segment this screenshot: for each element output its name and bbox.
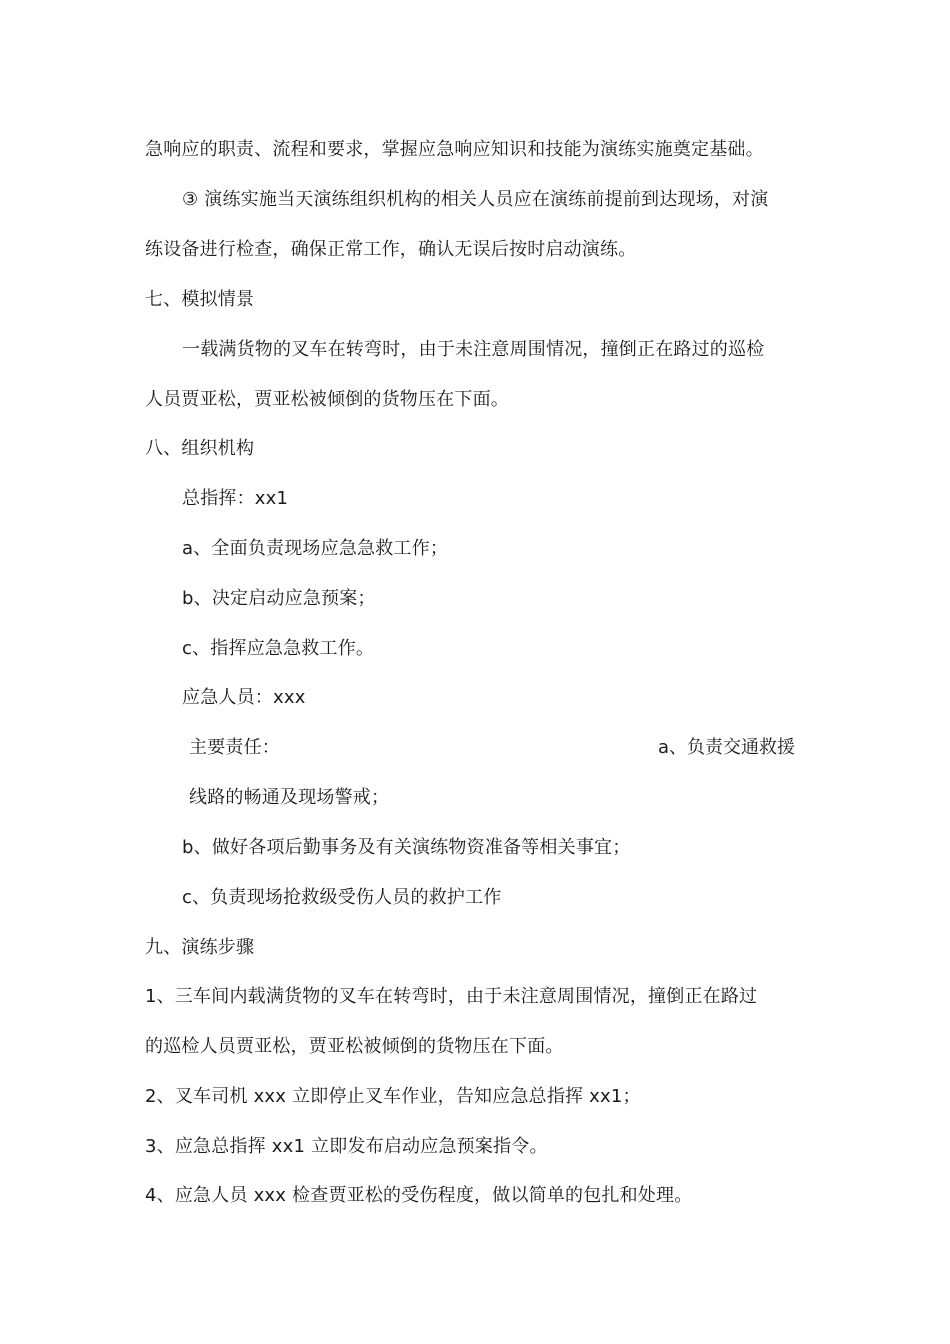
step-1-cont: 的巡检人员贾亚松，贾亚松被倾倒的货物压在下面。: [145, 1036, 564, 1057]
step-1: 1、三车间内载满货物的叉车在转弯时，由于未注意周围情况，撞倒正在路过: [145, 986, 758, 1007]
section-heading-organization: 八、组织机构: [145, 438, 255, 459]
paragraph-scenario-cont: 人员贾亚松，贾亚松被倾倒的货物压在下面。: [145, 389, 509, 410]
staff-duty-b: b、做好各项后勤事务及有关演练物资准备等相关事宜；: [182, 837, 631, 858]
commander-duty-c: c、指挥应急急救工作。: [182, 638, 375, 659]
commander-duty-b: b、决定启动应急预案；: [182, 588, 376, 609]
emergency-staff-line: 应急人员：xxx: [182, 687, 306, 708]
paragraph-drill-day-cont: 练设备进行检查，确保正常工作，确认无误后按时启动演练。: [145, 239, 637, 260]
staff-duty-a: a、负责交通救援: [658, 737, 796, 758]
commander-duty-a: a、全面负责现场应急急救工作；: [182, 538, 449, 559]
main-duty-label: 主要责任：: [189, 737, 280, 758]
paragraph-drill-day: ③ 演练实施当天演练组织机构的相关人员应在演练前提前到达现场，对演: [182, 189, 769, 210]
step-3: 3、应急总指挥 xx1 立即发布启动应急预案指令。: [145, 1136, 548, 1157]
section-heading-steps: 九、演练步骤: [145, 937, 255, 958]
step-4: 4、应急人员 xxx 检查贾亚松的受伤程度，做以简单的包扎和处理。: [145, 1185, 693, 1206]
commander-line: 总指挥：xx1: [182, 488, 289, 509]
step-2: 2、叉车司机 xxx 立即停止叉车作业，告知应急总指挥 xx1；: [145, 1086, 641, 1107]
paragraph-scenario: 一载满货物的叉车在转弯时，由于未注意周围情况，撞倒正在路过的巡检: [182, 339, 765, 360]
paragraph-prep-end: 急响应的职责、流程和要求，掌握应急响应知识和技能为演练实施奠定基础。: [145, 139, 764, 160]
section-heading-scenario: 七、模拟情景: [145, 289, 255, 310]
staff-duty-a-cont: 线路的畅通及现场警戒；: [189, 787, 390, 808]
staff-duty-c: c、负责现场抢救级受伤人员的救护工作: [182, 887, 502, 908]
